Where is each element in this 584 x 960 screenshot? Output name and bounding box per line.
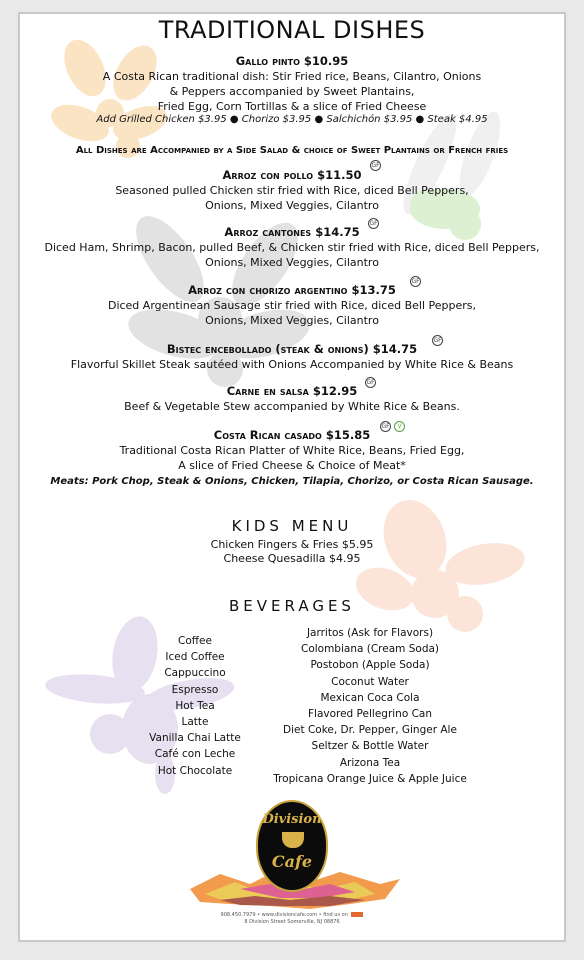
beverage-item: Latte <box>181 716 209 729</box>
footer-contact <box>20 912 564 918</box>
menu-page <box>18 12 566 942</box>
beverage-item: Café con Leche <box>154 748 236 761</box>
dish-name: Arroz cantones $14.75 <box>224 225 360 239</box>
beverage-item: Hot Chocolate <box>157 764 233 777</box>
dish-name: Gallo pinto $10.95 <box>235 54 349 68</box>
beverage-item: Hot Tea <box>175 699 215 712</box>
dish-name: Arroz con pollo $11.50 <box>222 168 362 182</box>
gluten-free-icon: GF <box>366 379 375 386</box>
kids-item: Cheese Quesadilla $4.95 <box>223 552 361 565</box>
meat-choices: Meats: Pork Chop, Steak & Onions, Chicken, Tilapia, Chorizo, or Costa Rican Sausage. <box>50 476 534 487</box>
beverage-item: Mexican Coca Cola <box>320 691 420 704</box>
vegetarian-icon: V <box>394 421 405 432</box>
social-icons <box>351 912 363 917</box>
beverage-item: Seltzer & Bottle Water <box>311 740 429 753</box>
beverage-item: Espresso <box>171 683 219 696</box>
dish-desc-line: Onions, Mixed Veggies, Cilantro <box>205 199 379 212</box>
coffee-cup-icon <box>282 832 304 848</box>
gluten-free-icon: GF <box>371 162 380 169</box>
dish-desc-line: A Costa Rican traditional dish: Stir Fried rice, Beans, Cilantro, Onions <box>102 70 482 83</box>
gluten-free-icon: GF <box>381 423 390 430</box>
dish-name: Carne en salsa $12.95 <box>226 384 358 398</box>
beverage-item: Iced Coffee <box>165 651 225 664</box>
kids-item: Chicken Fingers & Fries $5.95 <box>210 538 374 551</box>
page-title: TRADITIONAL DISHES <box>158 16 426 44</box>
beverage-item: Diet Coke, Dr. Pepper, Ginger Ale <box>283 724 457 737</box>
gluten-free-icon: GF <box>433 337 442 344</box>
gluten-free-icon: GF <box>411 278 420 285</box>
logo-text: Cafe <box>271 852 313 871</box>
division-cafe-logo <box>256 800 328 892</box>
dish-name: Arroz con chorizo argentino $13.75 <box>188 283 396 297</box>
dish-desc-line: Diced Ham, Shrimp, Bacon, pulled Beef, & Chicken stir fried with Rice, diced Bell Peppers, <box>44 241 540 254</box>
beverage-item: Postobon (Apple Soda) <box>310 659 430 672</box>
dish-desc-line: Traditional Costa Rican Platter of White Rice, Beans, Fried Egg, <box>119 444 465 457</box>
dish-desc-line: A slice of Fried Cheese & Choice of Meat* <box>178 459 406 472</box>
hot-beverages-list <box>140 633 250 779</box>
beverage-item: Arizona Tea <box>339 756 401 769</box>
beverage-item: Cappuccino <box>164 667 226 680</box>
beverage-item: Jarritos (Ask for Flavors) <box>306 627 434 639</box>
footer-address: 8 Division Street Somerville, NJ 08876 <box>244 919 340 925</box>
beverage-item: Flavored Pellegrino Can <box>307 708 433 721</box>
dish-desc-line: Onions, Mixed Veggies, Cilantro <box>205 314 379 327</box>
beverages-heading: BEVERAGES <box>229 597 355 615</box>
side-note: All Dishes are Accompanied by a Side Salad & choice of Sweet Plantains or French fries <box>75 145 509 156</box>
beverage-item: Coffee <box>178 635 212 647</box>
dish-desc-line: Onions, Mixed Veggies, Cilantro <box>205 256 379 269</box>
beverage-item: Colombiana (Cream Soda) <box>300 643 440 656</box>
kids-menu-heading: KIDS MENU <box>231 517 353 535</box>
dish-desc-line: Beef & Vegetable Stew accompanied by White Rice & Beans. <box>124 400 460 413</box>
dish-name: Costa Rican casado $15.85 <box>213 428 371 442</box>
beverage-item: Tropicana Orange Juice & Apple Juice <box>273 772 467 785</box>
dish-desc-line: Fried Egg, Corn Tortillas & a slice of Fried Cheese <box>157 100 427 113</box>
dish-name: Bistec encebollado (steak & onions) $14.75 <box>166 342 418 356</box>
beverage-item: Coconut Water <box>331 675 409 688</box>
gluten-free-icon: GF <box>369 220 378 227</box>
dish-desc-line: Seasoned pulled Chicken stir fried with Rice, diced Bell Peppers, <box>115 184 469 197</box>
footer-contact-text: 908.450.7979 • www.divisioncafe.com • find us on <box>220 912 348 918</box>
dish-addons: Add Grilled Chicken $3.95 ● Chorizo $3.95 ● Salchichón $3.95 ● Steak $4.95 <box>96 114 488 125</box>
logo-text: Division <box>262 812 322 827</box>
dish-desc-line: Flavorful Skillet Steak sautéed with Onions Accompanied by White Rice & Beans <box>70 358 514 371</box>
dish-desc-line: Diced Argentinean Sausage stir fried with Rice, diced Bell Peppers, <box>107 299 477 312</box>
dish-desc-line: & Peppers accompanied by Sweet Plantains, <box>169 85 415 98</box>
beverage-item: Vanilla Chai Latte <box>149 732 241 745</box>
cold-beverages-list <box>260 625 480 787</box>
